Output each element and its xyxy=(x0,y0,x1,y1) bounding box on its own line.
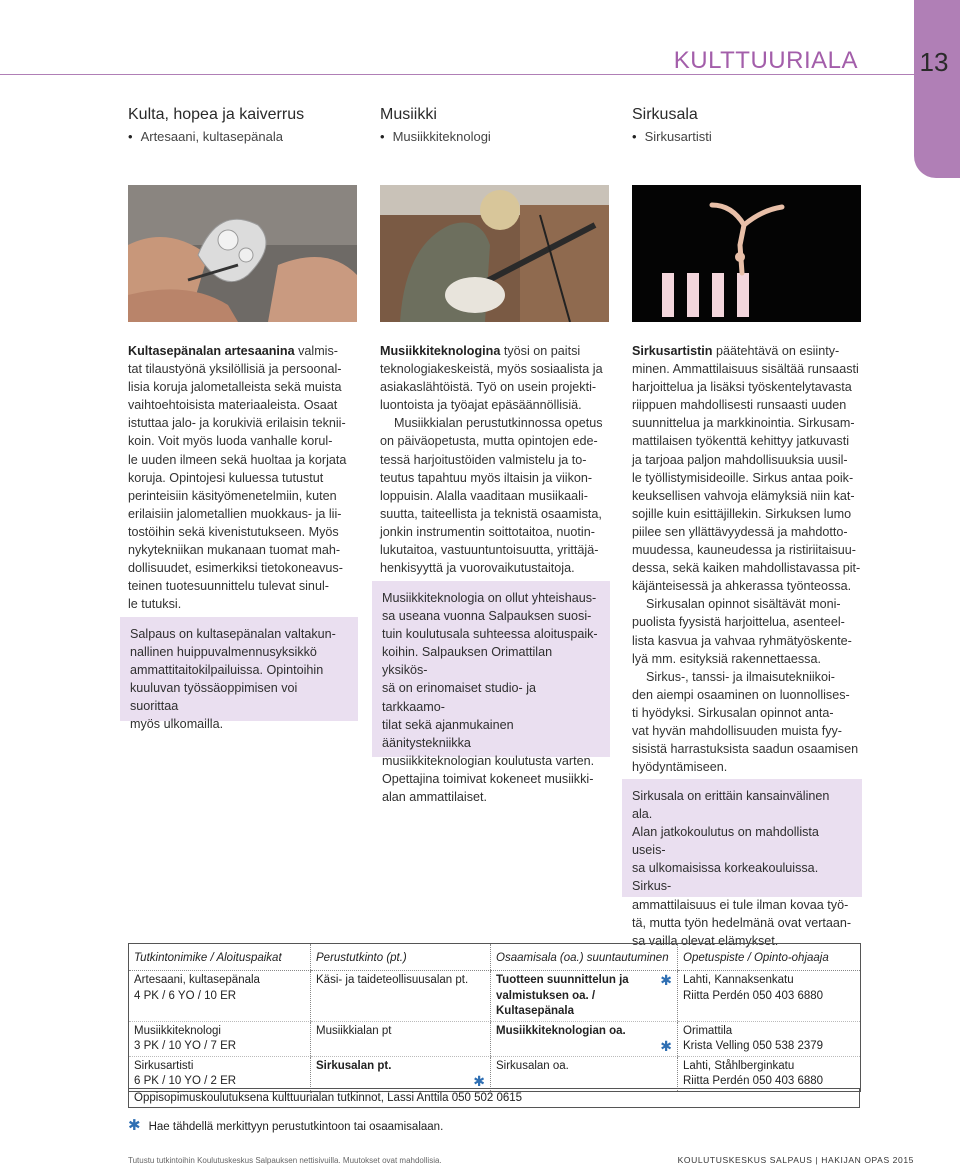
text-line: luontoista ja työajat epäsäännöllisiä. xyxy=(380,398,582,413)
paragraph-lines xyxy=(380,416,603,575)
competence-line: Tuotteen suunnittelun ja xyxy=(496,974,629,986)
text-line: sa ulkomaisissa korkeakouluissa. Sirkus- xyxy=(632,861,819,894)
cell-degree xyxy=(129,1056,311,1091)
text-line: istuttaa jalo- ja korukiviä erilaisin teknii- xyxy=(128,416,346,431)
lead-term: Kultasepänalan artesaanina xyxy=(128,344,295,358)
column-title: Musiikki xyxy=(380,106,437,123)
text-line: erilaisiin jalometallien muokkaus- ja lii- xyxy=(128,506,342,521)
paragraph-lines xyxy=(128,344,346,611)
paragraph-lines xyxy=(632,344,860,593)
text-line: henkisyyttä ja vuorovaikutustaitoja. xyxy=(380,561,575,576)
text-line: koihin. Salpauksen Orimattilan yksikös- xyxy=(382,645,553,678)
callout-musiikki xyxy=(372,581,610,805)
text-line: ja tarjoaa paljon mahdollisuuksia uusil- xyxy=(632,452,848,467)
callout-kulta xyxy=(120,617,358,732)
text-line: Opettajina toimivat kokeneet musiikki- xyxy=(382,771,594,786)
table-row xyxy=(129,1021,861,1056)
text-line: lisia koruja jalometalleista sekä muista xyxy=(128,380,342,395)
degree-table xyxy=(128,943,861,1092)
degree-name: Sirkusartisti xyxy=(134,1059,194,1072)
column-header: Perustutkinto (pt.) xyxy=(311,944,491,971)
text-line: keuksellisen vahvoja elämyksiä niin kat- xyxy=(632,488,855,503)
location: Orimattila xyxy=(683,1024,733,1037)
text-line: perinteisiin käsityömenetelmiin, kuten xyxy=(128,488,337,503)
column-heading-kulta xyxy=(128,106,358,144)
star-icon: ✱ xyxy=(660,972,672,988)
text-line: koin. Voit myös luoda vanhalle korul- xyxy=(128,434,333,449)
cell-competence xyxy=(491,971,678,1022)
star-icon: ✱ xyxy=(660,1038,672,1054)
places: 3 PK / 10 YO / 7 ER xyxy=(134,1040,237,1052)
location: Lahti, Kannaksenkatu xyxy=(683,974,794,986)
table-row xyxy=(129,1056,861,1091)
text-line: puolista fyysistä harjoittelua, asenteel- xyxy=(632,615,845,630)
text-line: tilat sekä ajanmukainen äänitystekniikka xyxy=(382,717,514,750)
text-line: ammattilaisuus ei tule ilman kovaa työ- xyxy=(632,897,849,912)
text-line: musiikkiteknologian koulutusta varten. xyxy=(382,753,595,768)
text-line: le työllistymisideoille. Sirkus antaa poik- xyxy=(632,470,854,485)
text-line: minen. Ammattilaisuus sisältää runsaasti xyxy=(632,362,859,377)
text-line: Sirkusala on erittäin kansainvälinen ala. xyxy=(632,789,830,822)
cell-location xyxy=(678,1021,861,1056)
cell-location xyxy=(678,1056,861,1091)
degree-name: Musiikkiteknologi xyxy=(134,1024,221,1037)
paragraph xyxy=(632,342,864,595)
text-line: teinen tuotesuunnittelu tulevat sinul- xyxy=(128,579,329,594)
text-line: suunnittelua ja markkinointia. Sirkusam- xyxy=(632,416,855,431)
text-line: vat hyvän mahdollisuuden muista fyy- xyxy=(632,723,842,738)
column-bullet: • Musiikkiteknologi xyxy=(380,129,610,144)
page-tab xyxy=(914,0,960,178)
text-line: Musiikkiteknologia on ollut yhteishaus- xyxy=(382,591,597,605)
text-line: koruja. Opintojesi kuluessa tutustut xyxy=(128,470,324,485)
text-line: riippuen mahdollisesti runsaasti uuden xyxy=(632,398,847,413)
text-line: ti hyödyksi. Sirkusalan opinnot anta- xyxy=(632,705,834,720)
text-line: kuuluvan työssäoppimisen voi suorittaa xyxy=(130,681,298,714)
competence-line: Sirkusalan oa. xyxy=(496,1059,569,1072)
footnote-text: Hae tähdellä merkittyyn perustutkintoon tai osaamisalaan. xyxy=(148,1121,444,1133)
basic-degree: Käsi- ja taideteollisuusalan pt. xyxy=(316,974,469,986)
text-line: harjoittelua ja lisäksi työskentelytavasta xyxy=(632,380,852,395)
text-line: lukutaitoa, vastuuntuntoisuutta, yrittäjä- xyxy=(380,543,599,558)
body-text-kulta xyxy=(128,342,358,613)
column-title: Kulta, hopea ja kaiverrus xyxy=(128,106,305,123)
footer-disclaimer: Tutustu tutkintoihin Koulutuskeskus Salpauksen nettisivuilla. Muutokset ovat mahdollisia. xyxy=(128,1156,442,1165)
text-line: hyödyntämiseen. xyxy=(632,760,728,775)
text-line: lyä mm. esityksiä rakennettaessa. xyxy=(632,651,821,666)
lead-term: Musiikkiteknologina xyxy=(380,344,501,358)
text-line: sa useana vuonna Salpauksen suosi- xyxy=(382,609,592,624)
text-line: loppuisin. Alalla vaaditaan musiikaali- xyxy=(380,488,588,503)
table-header-row xyxy=(129,944,861,971)
column-heading-musiikki xyxy=(380,106,610,144)
photo-bassist xyxy=(380,185,609,322)
text-line: le tutuksi. xyxy=(128,597,182,612)
text-line: muudessa, kauneudessa ja ristiriitaisuu- xyxy=(632,543,857,558)
text-line: vaihtoehtoisista materiaaleista. Osaat xyxy=(128,398,338,413)
text-line: asiakaslähtöistä. Työ on usein projekti- xyxy=(380,380,597,395)
text-line: dollisuudet, esimerkiksi tietokoneavus- xyxy=(128,561,343,576)
competence-line: Musiikkiteknologian oa. xyxy=(496,1024,626,1037)
paragraph xyxy=(380,414,615,577)
advisor: Riitta Perdén 050 403 6880 xyxy=(683,1075,824,1087)
text-line: päätehtävä on esiinty- xyxy=(712,344,840,358)
star-icon: ✱ xyxy=(473,1073,485,1089)
text-line: Musiikkialan perustutkinnossa opetus xyxy=(394,416,603,431)
column-bullet: • Sirkusartisti xyxy=(632,129,862,144)
places: 4 PK / 6 YO / 10 ER xyxy=(134,989,237,1002)
basic-degree: Sirkusalan pt. xyxy=(316,1059,392,1072)
cell-degree xyxy=(129,1021,311,1056)
column-heading-sirkus xyxy=(632,106,862,144)
cell-competence xyxy=(491,1056,678,1091)
cell-location xyxy=(678,971,861,1022)
paragraph-lines xyxy=(632,597,852,665)
text-line: lista kasvua ja vahvaa ryhmätyöskente- xyxy=(632,633,852,648)
text-line: tessä harjoitustöiden valmistelu ja to- xyxy=(380,452,587,467)
cell-basic-degree xyxy=(311,1021,491,1056)
page-number: 13 xyxy=(919,47,949,77)
text-line: tuin koulutusala suhteessa aloituspaik- xyxy=(382,627,598,642)
cell-basic-degree xyxy=(311,971,491,1022)
column-header: Tutkintonimike / Aloituspaikat xyxy=(129,944,311,971)
places: 6 PK / 10 YO / 2 ER xyxy=(134,1075,237,1087)
text-line: myös ulkomailla. xyxy=(130,717,224,732)
text-line: työsi on paitsi xyxy=(500,344,581,358)
body-text-musiikki xyxy=(380,342,615,577)
paragraph xyxy=(128,342,358,613)
text-line: Sirkusalan opinnot sisältävät moni- xyxy=(646,597,841,612)
text-line: suutta, taiteellista ja teknistä osaamista, xyxy=(380,506,602,521)
cell-basic-degree xyxy=(311,1056,491,1091)
column-bullet: • Artesaani, kultasepänala xyxy=(128,129,358,144)
paragraph-lines xyxy=(632,670,858,774)
text-line: tä, mutta työn hedelmänä ovat vertaan- xyxy=(632,915,852,930)
text-line: den aiempi osaaminen on luonnollises- xyxy=(632,687,850,702)
footer-publication: KOULUTUSKESKUS SALPAUS | HAKIJAN OPAS 2015 xyxy=(677,1155,914,1165)
photo-goldsmith xyxy=(128,185,357,322)
column-header: Opetuspiste / Opinto-ohjaaja xyxy=(678,944,861,971)
text-line: Alan jatkokoulutus on mahdollista useis- xyxy=(632,825,819,858)
paragraph xyxy=(632,668,864,777)
text-line: tostöihin sekä kivenistutukseen. Myös xyxy=(128,524,339,539)
text-line: sisistä harrastuksista saadun osaamisen xyxy=(632,742,859,757)
advisor: Krista Velling 050 538 2379 xyxy=(683,1040,824,1052)
text-line: sojille kuin esittäjillekin. Sirkuksen lumo xyxy=(632,506,852,521)
text-line: käjänteisessä ja ahkerassa työnteossa. xyxy=(632,579,852,594)
degree-name: Artesaani, kultasepänala xyxy=(134,974,260,986)
text-line: on päiväopetusta, mutta opintojen ede- xyxy=(380,434,598,449)
section-title: KULTTUURIALA xyxy=(673,47,858,74)
paragraph xyxy=(632,595,864,667)
lead-term: Sirkusartistin xyxy=(632,344,713,358)
basic-degree: Musiikkialan pt xyxy=(316,1024,392,1037)
text-line: teknologiakeskeistä, myös sosiaalista ja xyxy=(380,362,603,377)
text-line: le uuden ilmeen sekä huoltaa ja korjata xyxy=(128,452,347,467)
text-line: dessa, sekä kaiken mahdollistavassa pit- xyxy=(632,561,861,576)
text-line: ammattitaitokilpailuissa. Opintoihin xyxy=(130,663,324,678)
text-line: tat tilaustyönä yksilöllisiä ja persoonal- xyxy=(128,362,342,377)
text-line: piilee sen yllättävyydessä ja mahdotto- xyxy=(632,524,848,539)
table-row xyxy=(129,971,861,1022)
location: Lahti, Ståhlberginkatu xyxy=(683,1059,795,1072)
competence-line: valmistuksen oa. / Kultasepänala xyxy=(496,989,596,1017)
text-line: Sirkus-, tanssi- ja ilmaisutekniikoi- xyxy=(646,669,835,684)
text-line: mattilaisen työkenttä kehittyy jatkuvasti xyxy=(632,434,849,449)
cell-degree xyxy=(129,971,311,1022)
star-icon: ✱ xyxy=(128,1117,141,1134)
callout-sirkus xyxy=(622,779,862,948)
text-line: teutus tapahtuu myös iltaisin ja viikon- xyxy=(380,470,593,485)
text-line: alan ammattilaiset. xyxy=(382,790,487,805)
paragraph xyxy=(380,342,615,414)
text-line: valmis- xyxy=(294,344,338,358)
text-line: Salpaus on kultasepänalan valtakun- xyxy=(130,627,336,641)
text-line: jonkin instrumentin soittotaitoa, nuotin- xyxy=(380,524,595,539)
apprenticeship-note: Oppisopimuskoulutuksena kulttuurialan tutkinnot, Lassi Anttila 050 502 0615 xyxy=(128,1088,860,1108)
advisor: Riitta Perdén 050 403 6880 xyxy=(683,989,824,1002)
text-line: sä on erinomaiset studio- ja tarkkaamo- xyxy=(382,681,537,714)
photo-acrobat xyxy=(632,185,861,322)
column-header: Osaamisala (oa.) suuntautuminen xyxy=(491,944,678,971)
footnote xyxy=(128,1116,443,1134)
cell-competence xyxy=(491,1021,678,1056)
column-title: Sirkusala xyxy=(632,106,698,123)
text-line: nykytekniikan mukanaan tuomat mah- xyxy=(128,543,341,558)
text-line: nallinen huippuvalmennusyksikkö xyxy=(130,645,317,660)
text-line: sa vailla olevat elämykset. xyxy=(632,933,779,948)
body-text-sirkus xyxy=(632,342,864,776)
